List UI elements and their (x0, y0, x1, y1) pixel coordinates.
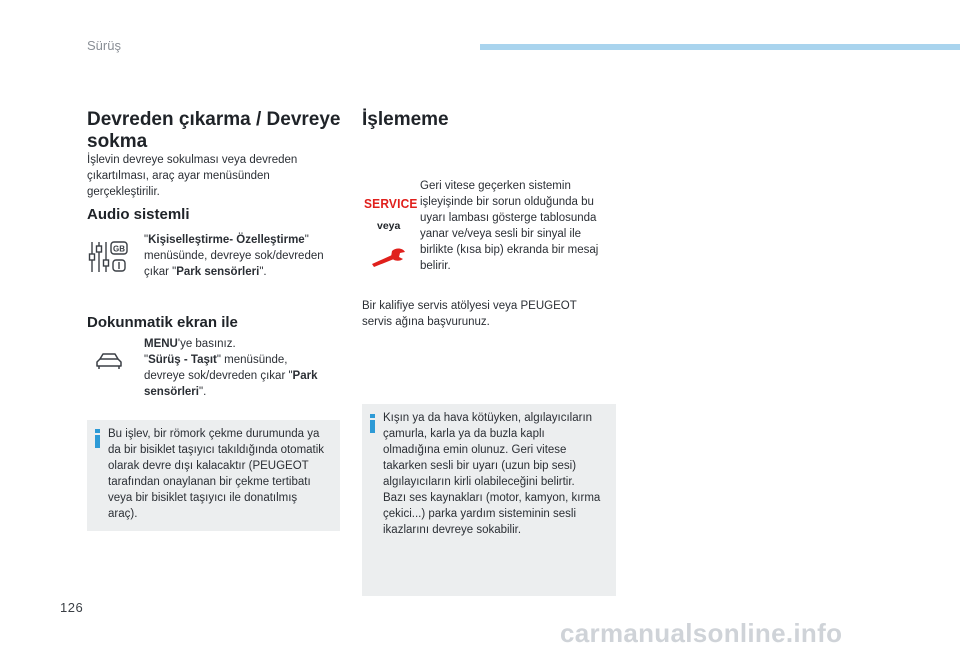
note-line: ikazlarını devreye sokabilir. (383, 524, 522, 536)
park-sensors-item: sensörleri (144, 386, 199, 398)
info-icon (370, 414, 375, 433)
note-line: araç). (108, 508, 138, 520)
gb-label: GB (113, 244, 125, 254)
fault-line: birlikte (kısa bip) ekranda bir mesaj (420, 244, 599, 256)
contact-paragraph (362, 298, 612, 330)
note-line: algılayıcıların kirli olabileceğini belirtir. (383, 476, 575, 488)
title-line-2: sokma (87, 131, 148, 152)
page-title-right: İşlememe (362, 109, 449, 130)
fault-line: uyarı lambası gösterge tablosunda (420, 212, 597, 224)
note-line: tarafından onaylanan bir çekme tertibatı (108, 476, 311, 488)
contact-line: servis ağına başvurunuz. (362, 316, 490, 328)
header-bar (480, 44, 960, 50)
note-line: veya bir bisiklet taşıyıcı ile donatılmış (108, 492, 298, 504)
fault-line: Geri vitese geçerken sistemin (420, 180, 571, 192)
fault-description (420, 178, 620, 274)
note-line: olarak devre dışı kalacaktır (PEUGEOT (108, 460, 309, 472)
watermark: carmanualsonline.info (560, 618, 843, 648)
service-warning-icon: SERVICE (364, 196, 418, 211)
park-sensors-item: Park sensörleri (176, 266, 260, 278)
note-line: Bazı ses kaynakları (motor, kamyon, kırma (383, 492, 601, 504)
menu-button-label: MENU (144, 338, 178, 350)
note-line: da bir bisiklet taşıyıcı takıldığında otomatik (108, 444, 325, 456)
left-title (87, 109, 347, 153)
touchscreen-heading: Dokunmatik ekran ile (87, 314, 238, 331)
note-line: çekici...) parka yardım sisteminin sesli (383, 508, 576, 520)
note-line: çamurla, karla ya da buzla kaplı (383, 428, 545, 440)
note-box-towing (87, 420, 340, 531)
fault-line: yanar ve/veya sesli bir sinyal ile (420, 228, 582, 240)
fault-line: belirir. (420, 260, 451, 272)
note-line: olmadığına emin olunuz. Geri vitese (383, 444, 567, 456)
menu-path: Sürüş - Taşıt (148, 354, 217, 366)
touchscreen-instructions: MENU'ye basınız. "Sürüş - Taşıt" menüsünde, devreye sok/devreden çıkar "Park sensörleri". (144, 338, 318, 398)
note-text (383, 410, 615, 538)
audio-heading: Audio sistemli (87, 206, 190, 223)
contact-line: Bir kalifiye servis atölyesi veya PEUGEOT (362, 300, 577, 312)
page-number: 126 (60, 600, 84, 615)
settings-sliders-icon (88, 240, 130, 274)
audio-line: menüsünde, devreye sok/devreden (144, 250, 324, 262)
car-icon (94, 350, 124, 370)
section-label: Sürüş (87, 38, 121, 53)
intro-line: çıkartılması, araç ayar menüsünden (87, 170, 270, 182)
note-line: takarken sesli bir uyarı (uzun bip sesi) (383, 460, 577, 472)
wrench-icon (368, 246, 408, 268)
intro-line: İşlevin devreye sokulması veya devreden (87, 154, 298, 166)
title-line-1: Devreden çıkarma / Devreye (87, 109, 341, 130)
intro-paragraph (87, 152, 337, 200)
page-title-left (87, 109, 347, 153)
note-box-sensors (362, 404, 616, 596)
fault-line: işleyişinde bir sorun olduğunda bu (420, 196, 594, 208)
intro-line: gerçekleştirilir. (87, 186, 160, 198)
menu-name: Kişiselleştirme- Özelleştirme (148, 234, 305, 246)
note-line: Kışın ya da hava kötüyken, algılayıcıların (383, 412, 593, 424)
note-line: Bu işlev, bir römork çekme durumunda ya (108, 428, 320, 440)
audio-instructions: "Kişiselleştirme- Özelleştirme" menüsünde, devreye sok/devreden çıkar "Park sensörleri". (144, 232, 334, 280)
note-text (108, 426, 340, 522)
or-label: veya (377, 220, 401, 232)
info-icon (95, 429, 100, 448)
